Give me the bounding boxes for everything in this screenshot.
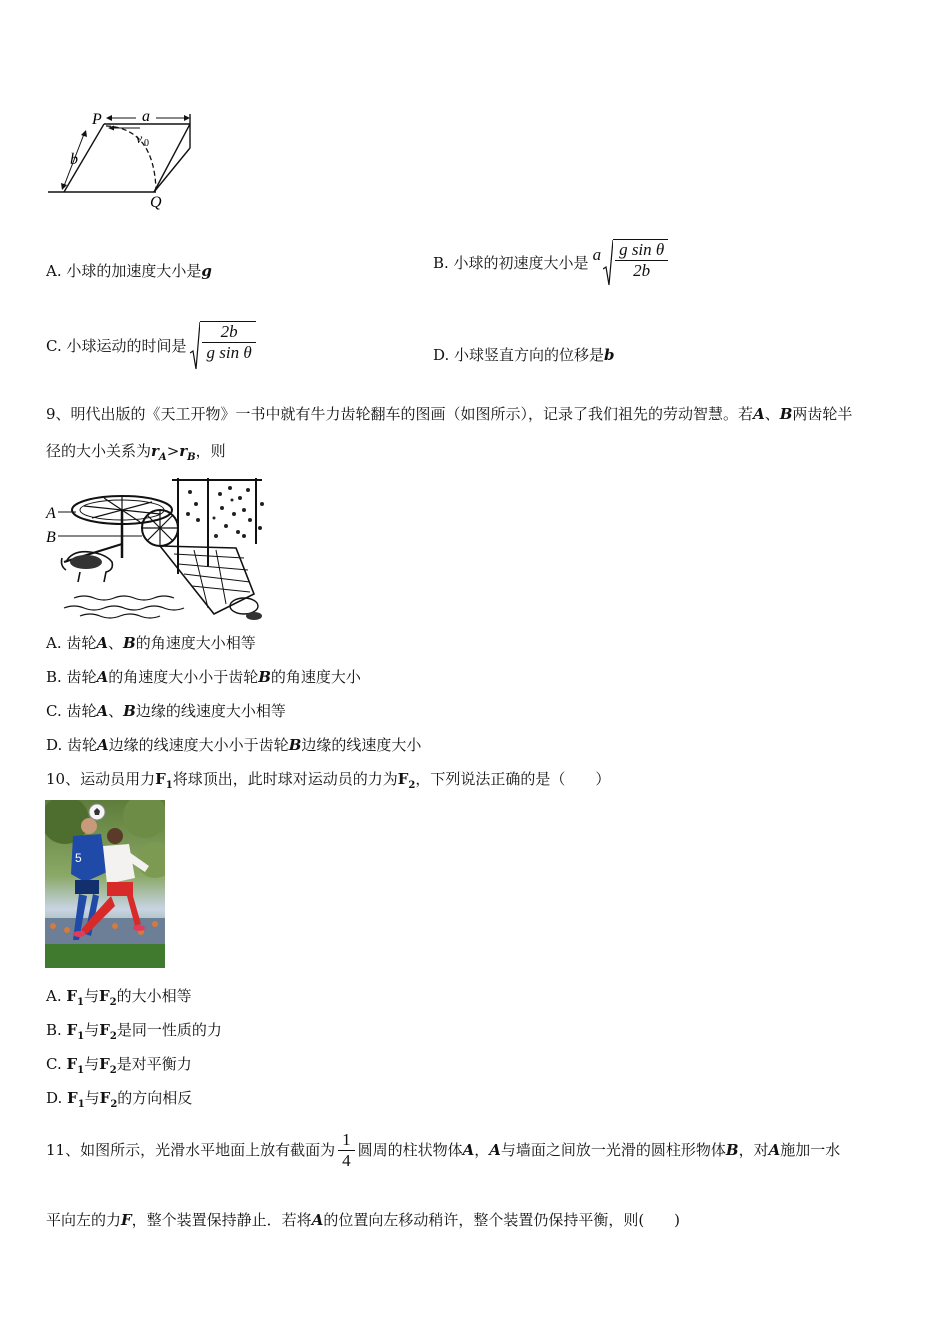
- q9-stem-line2-text: 径的大小关系为: [46, 442, 152, 460]
- q9-gt: >: [166, 442, 180, 460]
- q9-stem-line2-tail: ，则: [195, 442, 226, 460]
- q10-stem: [46, 769, 610, 796]
- q8-option-a: [46, 261, 212, 281]
- q9-a-v2: B: [123, 634, 136, 652]
- q9-option-b: [46, 667, 361, 687]
- q9-rA-sub: A: [158, 452, 167, 463]
- q10-F2-sub: 2: [408, 780, 416, 791]
- q8-option-d-var: b: [604, 346, 615, 364]
- q11-fraction: [338, 1130, 355, 1171]
- q9-rB-sub: B: [187, 452, 196, 463]
- q11-frac-num: 1: [338, 1130, 355, 1151]
- q9-c-v1: A: [96, 702, 109, 720]
- q11-comma: ，: [474, 1141, 490, 1159]
- q8-option-b-den: 2b: [633, 261, 651, 280]
- q11-frac-den: 4: [342, 1150, 351, 1170]
- q11-line2-c: 的位置向左移动稍许，整个装置仍保持平衡，则( ): [323, 1211, 681, 1229]
- q10-b-mid: 与: [84, 1021, 100, 1039]
- q10-a-s2: 2: [109, 997, 117, 1008]
- q8-option-c-text: C. 小球运动的时间是: [46, 337, 187, 355]
- q9-stem-line1: [46, 404, 852, 424]
- q8-option-b-coef: a: [592, 245, 602, 264]
- q10-F2: F: [397, 770, 409, 788]
- q10-c-suffix: 是对平衡力: [116, 1055, 192, 1073]
- q9-d-p3: 边缘的线速度大小: [301, 736, 422, 754]
- q9-a-p3: 的角速度大小相等: [135, 634, 256, 652]
- q8-option-a-var: g: [201, 262, 212, 280]
- q9-d-p1: D. 齿轮: [46, 736, 98, 754]
- q9-b-p3: 的角速度大小: [270, 668, 361, 686]
- q10-c-prefix: C.: [46, 1055, 67, 1073]
- q9-option-a: [46, 633, 256, 653]
- label-Q: Q: [150, 194, 162, 211]
- q11-line2-a: 平向左的力: [46, 1211, 122, 1229]
- q10-option-a: [46, 986, 192, 1013]
- q10-b-s1: 1: [77, 1031, 85, 1042]
- q10-option-b: [46, 1020, 222, 1047]
- q9-option-c: [46, 701, 286, 721]
- q10-a-prefix: A.: [46, 987, 67, 1005]
- q9-b-v2: B: [258, 668, 271, 686]
- q11-A3: A: [768, 1141, 781, 1159]
- q9-c-v2: B: [123, 702, 136, 720]
- q10-b-suffix: 是同一性质的力: [116, 1021, 222, 1039]
- q10-d-f2: F: [99, 1089, 111, 1107]
- q10-stem-b: 将球顶出，此时球对运动员的力为: [172, 770, 398, 788]
- q8-option-b-sqrt: [603, 239, 668, 287]
- q10-stem-a: 10、运动员用力: [46, 770, 156, 788]
- q9-b-p2: 的角速度大小小于齿轮: [108, 668, 259, 686]
- q10-a-s1: 1: [77, 997, 84, 1008]
- q8-option-c-num: 2b: [202, 322, 255, 343]
- q10-a-f2: F: [99, 987, 110, 1005]
- incline-projectile-figure: [44, 106, 204, 218]
- incline-diagram: [44, 106, 204, 218]
- jersey-number: 5: [75, 851, 82, 865]
- q10-F1-sub: 1: [165, 780, 173, 791]
- label-v0-sub: 0: [144, 138, 149, 149]
- q10-F1: F: [155, 770, 166, 788]
- q8-option-d: [433, 345, 615, 365]
- q9-c-p3: 边缘的线速度大小相等: [135, 702, 286, 720]
- q11-A4: A: [311, 1211, 324, 1229]
- q8-option-c-den: g sin θ: [206, 343, 252, 362]
- q11-line1: [46, 1122, 840, 1178]
- q8-option-a-text: A. 小球的加速度大小是: [46, 262, 202, 280]
- q9-option-d: [46, 735, 421, 755]
- q10-b-f1: F: [66, 1021, 78, 1039]
- q8-option-d-text: D. 小球竖直方向的位移是: [433, 346, 605, 364]
- q10-b-prefix: B.: [46, 1021, 67, 1039]
- q10-d-prefix: D.: [46, 1089, 68, 1107]
- q8-option-b: [433, 238, 668, 288]
- q9-c-p2: 、: [108, 702, 124, 720]
- label-P: P: [92, 111, 102, 128]
- q11-line1-e: 施加一水: [780, 1141, 841, 1159]
- q11-A2: A: [489, 1141, 501, 1159]
- q9-c-p1: C. 齿轮: [46, 702, 97, 720]
- q8-option-c: [46, 320, 256, 372]
- q8-option-b-num: g sin θ: [615, 240, 668, 261]
- q10-a-suffix: 的大小相等: [116, 987, 192, 1005]
- q11-line2: [46, 1210, 680, 1230]
- q10-c-s1: 1: [77, 1065, 85, 1076]
- label-b: b: [70, 151, 78, 168]
- q10-stem-c: ，下列说法正确的是（ ）: [415, 770, 611, 788]
- q10-option-c: [46, 1054, 192, 1081]
- q9-stem-text: 9、明代出版的《天工开物》一书中就有牛力齿轮翻车的图画（如图所示），记录了我们祖先的劳动智慧。若: [46, 405, 754, 423]
- q11-B: B: [725, 1141, 739, 1159]
- fig-label-B: B: [46, 529, 56, 546]
- q10-c-f1: F: [66, 1055, 78, 1073]
- q9-stem-tail: 两齿轮半: [792, 405, 853, 423]
- q11-line1-d: ，对: [738, 1141, 769, 1159]
- q11-line1-b: 圆周的柱状物体: [357, 1141, 463, 1159]
- q9-d-v1: A: [97, 736, 109, 754]
- ox-gear-waterwheel-illustration: [44, 474, 266, 622]
- q11-A1: A: [462, 1141, 475, 1159]
- q10-c-s2: 2: [109, 1065, 117, 1076]
- q9-b-p1: B. 齿轮: [46, 668, 97, 686]
- q11-line1-a: 11、如图所示，光滑水平地面上放有截面为: [46, 1141, 336, 1159]
- q10-d-mid: 与: [84, 1089, 100, 1107]
- q9-sep: 、: [764, 405, 780, 423]
- fig-label-A: A: [46, 505, 56, 522]
- q10-d-s2: 2: [110, 1099, 118, 1110]
- q9-var-A: A: [753, 405, 765, 423]
- q10-c-mid: 与: [84, 1055, 100, 1073]
- q9-stem-line2: [46, 441, 226, 468]
- q11-F: F: [121, 1211, 132, 1229]
- q11-line1-c: 与墙面之间放一光滑的圆柱形物体: [500, 1141, 726, 1159]
- soccer-header-photo: [45, 800, 165, 968]
- q10-a-f1: F: [66, 987, 78, 1005]
- q9-var-B: B: [779, 405, 793, 423]
- q9-a-p1: A. 齿轮: [46, 634, 97, 652]
- q8-option-b-text: B. 小球的初速度大小是: [433, 254, 589, 272]
- q10-option-d: [46, 1088, 192, 1115]
- q10-d-f1: F: [67, 1089, 78, 1107]
- q10-b-f2: F: [99, 1021, 110, 1039]
- label-a: a: [142, 108, 150, 125]
- q10-d-suffix: 的方向相反: [117, 1089, 193, 1107]
- q9-b-v1: A: [96, 668, 109, 686]
- label-v0: v: [136, 132, 143, 147]
- q9-a-v1: A: [96, 634, 109, 652]
- q9-rB: r: [179, 442, 188, 460]
- q10-d-s1: 1: [77, 1099, 85, 1110]
- q9-d-v2: B: [288, 736, 302, 754]
- q11-line2-b: ，整个装置保持静止．若将: [131, 1211, 312, 1229]
- q9-d-p2: 边缘的线速度大小小于齿轮: [108, 736, 289, 754]
- q10-b-s2: 2: [109, 1031, 117, 1042]
- q10-c-f2: F: [99, 1055, 110, 1073]
- q10-a-mid: 与: [84, 987, 100, 1005]
- q8-option-c-sqrt: [190, 321, 255, 371]
- q9-a-p2: 、: [108, 634, 124, 652]
- q9-rA: r: [151, 442, 159, 460]
